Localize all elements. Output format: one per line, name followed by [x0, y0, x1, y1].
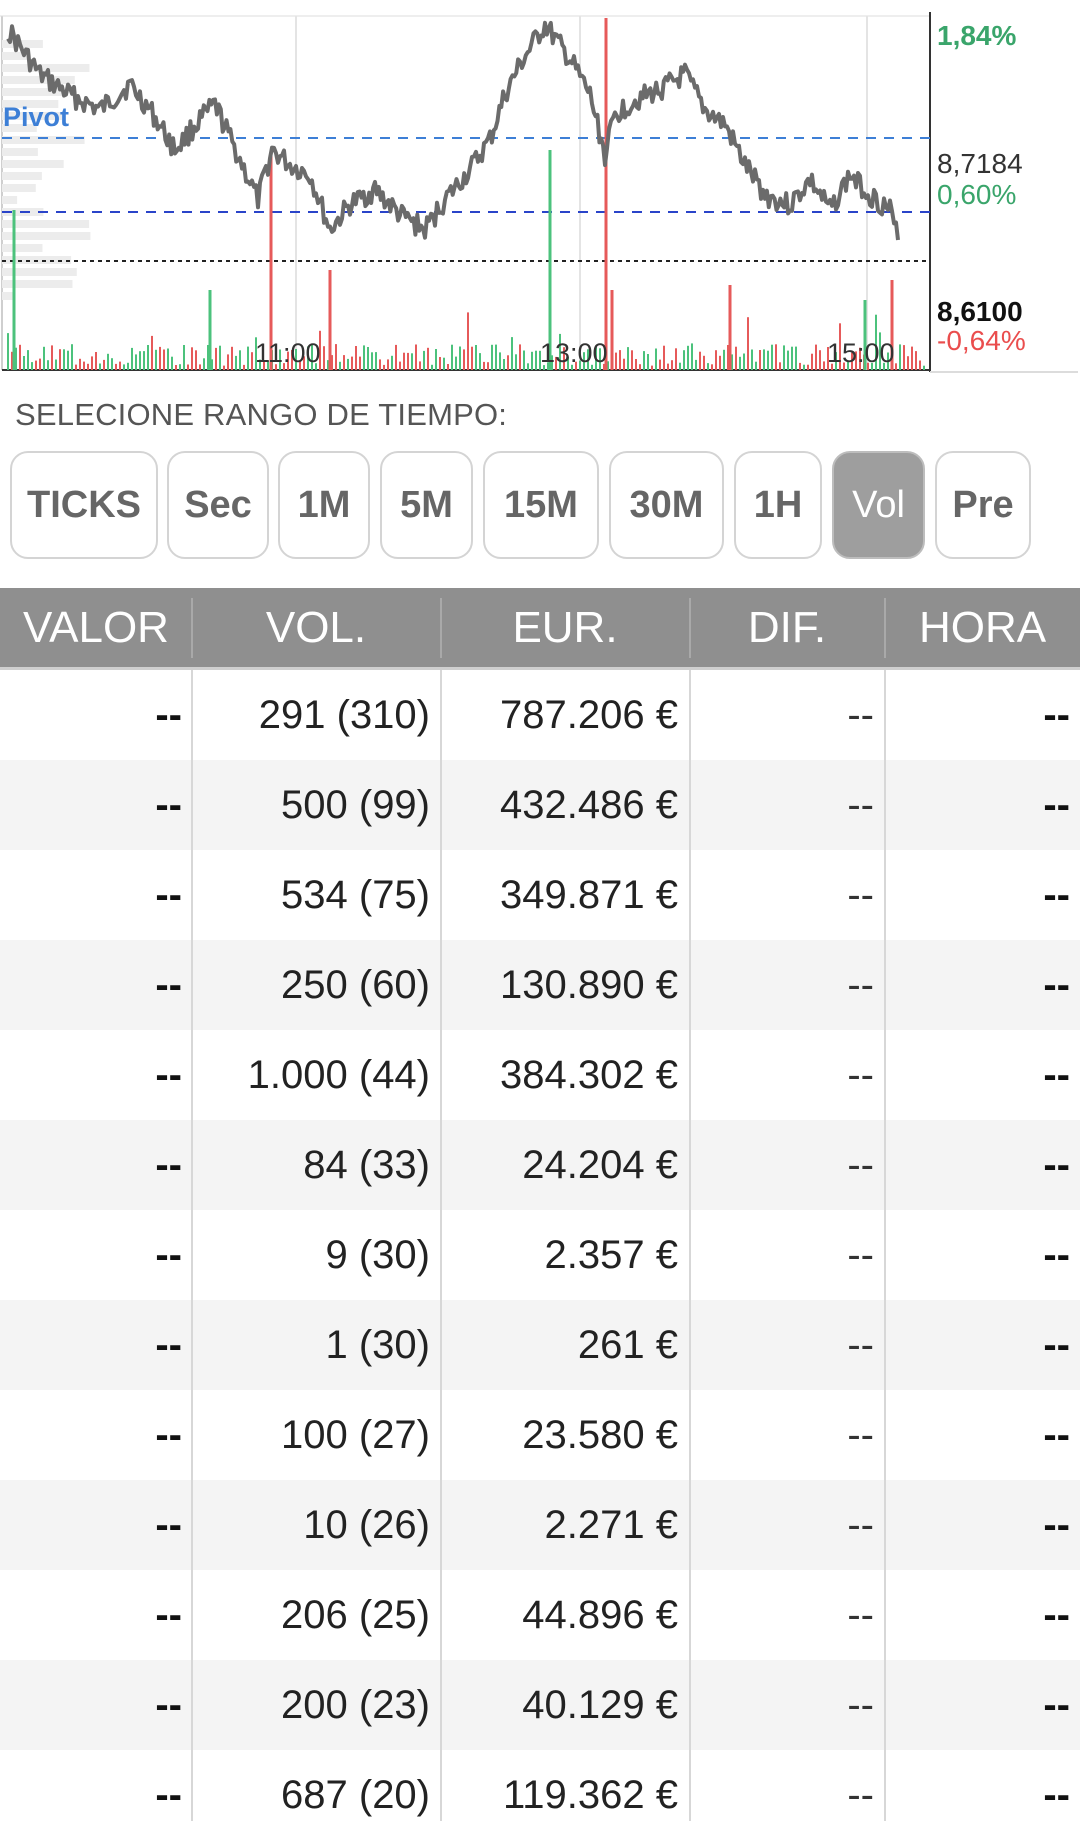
cell-hora: --: [1043, 782, 1070, 827]
cell-vol: 687 (20): [281, 1772, 430, 1817]
cell-valor: --: [155, 1322, 182, 1367]
cell-valor: --: [155, 872, 182, 917]
range-button-vol[interactable]: Vol: [832, 451, 925, 559]
cell-dif: --: [847, 1052, 874, 1097]
cell-vol: 291 (310): [258, 692, 430, 737]
cell-dif: --: [847, 1232, 874, 1277]
volume-profile-bar: [2, 196, 17, 204]
volume-profile-bar: [2, 184, 36, 192]
cell-vol: 534 (75): [281, 872, 430, 917]
table-row[interactable]: [0, 1210, 1080, 1300]
column-separator: [440, 670, 442, 1821]
range-button-30m[interactable]: 30M: [609, 451, 724, 559]
range-selector-label: SELECIONE RANGO DE TIEMPO:: [15, 397, 508, 432]
volume-profile-bar: [2, 172, 42, 180]
cell-dif: --: [847, 692, 874, 737]
header-eur[interactable]: EUR.: [512, 602, 618, 652]
column-separator: [884, 670, 886, 1821]
cell-dif: --: [847, 782, 874, 827]
cell-hora: --: [1043, 1322, 1070, 1367]
column-separator: [191, 670, 193, 1821]
cell-eur: 2.357 €: [544, 1232, 678, 1277]
cell-vol: 500 (99): [281, 782, 430, 827]
cell-eur: 40.129 €: [522, 1682, 678, 1727]
cell-valor: --: [155, 782, 182, 827]
volume-profile-bar: [2, 160, 64, 168]
cell-eur: 44.896 €: [522, 1592, 678, 1637]
cell-vol: 10 (26): [303, 1502, 430, 1547]
range-button-1h[interactable]: 1H: [734, 451, 822, 559]
table-row[interactable]: [0, 940, 1080, 1030]
cell-hora: --: [1043, 1052, 1070, 1097]
volume-profile-bar: [2, 148, 38, 156]
table-row[interactable]: [0, 1120, 1080, 1210]
axis-price-1: 8,7184: [937, 148, 1023, 179]
table-row[interactable]: [0, 1030, 1080, 1120]
cell-eur: 349.871 €: [500, 872, 678, 917]
axis-top-pct: 1,84%: [937, 20, 1017, 51]
price-line: [8, 23, 898, 240]
cell-eur: 384.302 €: [500, 1052, 678, 1097]
table-header: [0, 588, 1080, 670]
table-row[interactable]: [0, 1480, 1080, 1570]
cell-vol: 250 (60): [281, 962, 430, 1007]
cell-vol: 9 (30): [325, 1232, 430, 1277]
time-label-13: 13:00: [540, 338, 608, 368]
cell-eur: 130.890 €: [500, 962, 678, 1007]
cell-valor: --: [155, 1502, 182, 1547]
axis-pct-2: -0,64%: [937, 325, 1026, 356]
cell-eur: 24.204 €: [522, 1142, 678, 1187]
cell-dif: --: [847, 1682, 874, 1727]
volume-table: [0, 670, 1080, 1821]
cell-valor: --: [155, 1232, 182, 1277]
cell-vol: 1 (30): [325, 1322, 430, 1367]
cell-dif: --: [847, 1592, 874, 1637]
range-button-5m[interactable]: 5M: [380, 451, 473, 559]
table-row[interactable]: [0, 1570, 1080, 1660]
time-label-11: 11:00: [255, 338, 321, 368]
cell-valor: --: [155, 1142, 182, 1187]
table-row[interactable]: [0, 1390, 1080, 1480]
header-hora[interactable]: HORA: [918, 602, 1047, 652]
cell-valor: --: [155, 1772, 182, 1817]
cell-hora: --: [1043, 962, 1070, 1007]
axis-price-2: 8,6100: [937, 296, 1023, 327]
cell-hora: --: [1043, 1142, 1070, 1187]
cell-vol: 100 (27): [281, 1412, 430, 1457]
table-row[interactable]: [0, 1660, 1080, 1750]
axis-pct-1: 0,60%: [937, 179, 1017, 210]
volume-profile-bar: [2, 244, 43, 252]
cell-eur: 2.271 €: [544, 1502, 678, 1547]
cell-dif: --: [847, 962, 874, 1007]
cell-valor: --: [155, 1052, 182, 1097]
range-button-1m[interactable]: 1M: [278, 451, 370, 559]
cell-dif: --: [847, 1772, 874, 1817]
cell-dif: --: [847, 1412, 874, 1457]
intraday-chart[interactable]: [0, 0, 1080, 375]
table-row[interactable]: [0, 760, 1080, 850]
cell-dif: --: [847, 1142, 874, 1187]
cell-valor: --: [155, 692, 182, 737]
cell-dif: --: [847, 1502, 874, 1547]
cell-vol: 84 (33): [303, 1142, 430, 1187]
header-vol[interactable]: VOL.: [265, 602, 367, 652]
cell-eur: 432.486 €: [500, 782, 678, 827]
volume-profile-bar: [2, 76, 75, 84]
cell-hora: --: [1043, 1412, 1070, 1457]
cell-hora: --: [1043, 872, 1070, 917]
cell-hora: --: [1043, 1682, 1070, 1727]
pivot-label: Pivot: [3, 102, 70, 132]
table-row[interactable]: [0, 670, 1080, 760]
table-row[interactable]: [0, 1750, 1080, 1821]
cell-hora: --: [1043, 1502, 1070, 1547]
cell-hora: --: [1043, 1592, 1070, 1637]
cell-valor: --: [155, 1412, 182, 1457]
cell-eur: 23.580 €: [522, 1412, 678, 1457]
range-button-ticks[interactable]: TICKS: [10, 451, 158, 559]
cell-dif: --: [847, 1322, 874, 1367]
table-row[interactable]: [0, 1300, 1080, 1390]
cell-vol: 1.000 (44): [247, 1052, 430, 1097]
cell-vol: 200 (23): [281, 1682, 430, 1727]
chart-canvas[interactable]: [0, 0, 1080, 375]
range-button-sec[interactable]: Sec: [167, 451, 269, 559]
time-label-15: 15:00: [827, 338, 895, 368]
range-button-pre[interactable]: Pre: [935, 451, 1031, 559]
table-row[interactable]: [0, 850, 1080, 940]
header-dif[interactable]: DIF.: [747, 602, 827, 652]
column-separator: [689, 670, 691, 1821]
cell-valor: --: [155, 1592, 182, 1637]
cell-eur: 787.206 €: [500, 692, 678, 737]
cell-hora: --: [1043, 1232, 1070, 1277]
cell-dif: --: [847, 872, 874, 917]
cell-valor: --: [155, 962, 182, 1007]
cell-eur: 261 €: [577, 1322, 678, 1367]
cell-hora: --: [1043, 1772, 1070, 1817]
cell-vol: 206 (25): [281, 1592, 430, 1637]
cell-eur: 119.362 €: [503, 1772, 678, 1817]
cell-valor: --: [155, 1682, 182, 1727]
header-valor[interactable]: VALOR: [23, 602, 169, 652]
cell-hora: --: [1043, 692, 1070, 737]
range-button-15m[interactable]: 15M: [483, 451, 599, 559]
